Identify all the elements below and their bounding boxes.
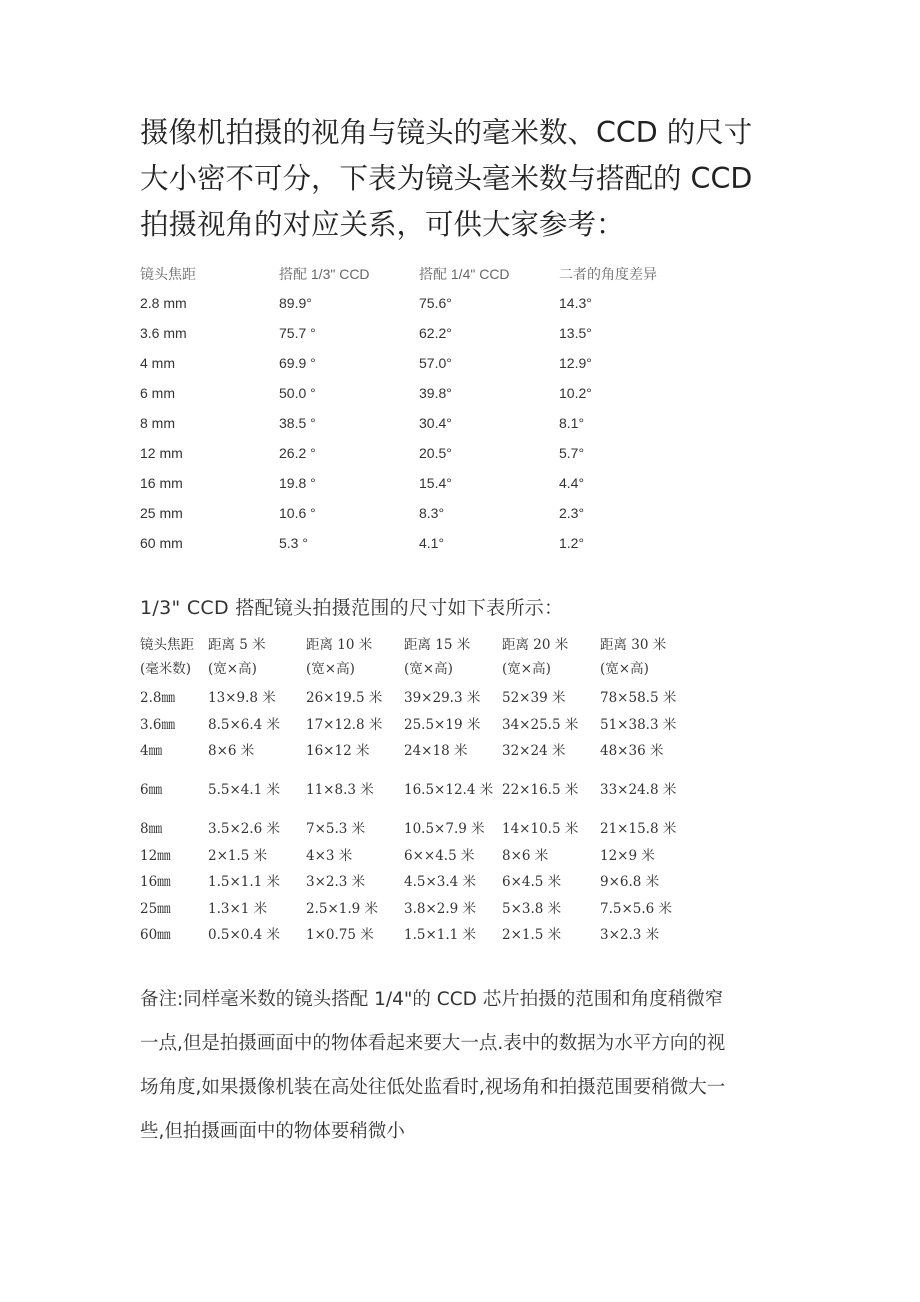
table-cell: 22×16.5 米 bbox=[502, 782, 579, 799]
column-header bbox=[140, 633, 208, 685]
table-cell: 7×5.3 米 bbox=[306, 821, 366, 838]
table-cell: 19.8 ° bbox=[279, 475, 316, 491]
table-cell: 5.5×4.1 米 bbox=[208, 782, 281, 799]
table-cell: 60㎜ bbox=[140, 926, 171, 943]
header-line: 距离 20 米 bbox=[502, 637, 569, 653]
table-cell: 60 mm bbox=[140, 535, 183, 551]
table-cell: 6 mm bbox=[140, 385, 175, 401]
table-row bbox=[140, 468, 699, 498]
table-cell: 8㎜ bbox=[140, 821, 163, 838]
table-cell: 3.8×2.9 米 bbox=[404, 900, 477, 917]
header-line: 距离 15 米 bbox=[404, 637, 471, 653]
header-line: 镜头焦距 bbox=[140, 637, 194, 653]
table-cell: 4.5×3.4 米 bbox=[404, 874, 477, 891]
table-cell: 33×24.8 米 bbox=[600, 782, 677, 799]
table-row bbox=[140, 843, 698, 869]
table-row bbox=[140, 528, 699, 558]
column-header: 搭配 1/3" CCD bbox=[279, 266, 370, 282]
header-line: (宽×高) bbox=[600, 661, 649, 677]
intro-heading: 摄像机拍摄的视角与镜头的毫米数、CCD 的尺寸大小密不可分，下表为镜头毫米数与搭配的 CCD 拍摄视角的对应关系，可供大家参考： bbox=[140, 116, 753, 241]
table-cell: 2.5×1.9 米 bbox=[306, 900, 379, 917]
column-header: 镜头焦距 bbox=[140, 267, 196, 283]
table-cell: 75.6° bbox=[419, 295, 452, 311]
column-header bbox=[306, 633, 404, 685]
table-cell: 1.2° bbox=[559, 535, 585, 551]
remark-paragraph: 备注:同样毫米数的镜头搭配 1/4"的 CCD 芯片拍摄的范围和角度稍微窄一点,但是拍摄画面中的物体看起来要大一点.表中的数据为水平方向的视场角度,如果摄像机装在高处往低处监看时,视场角和拍摄范围要稍微大一些,但拍摄画面中的物体要稍微小 bbox=[140, 989, 726, 1142]
header-line: (宽×高) bbox=[208, 661, 257, 677]
table-row bbox=[140, 816, 698, 842]
table-cell: 13×9.8 米 bbox=[208, 690, 276, 707]
table-cell: 10.5×7.9 米 bbox=[404, 821, 485, 838]
table-cell: 26.2 ° bbox=[279, 445, 316, 461]
table-cell: 3.6 mm bbox=[140, 325, 187, 341]
header-line: 距离 30 米 bbox=[600, 637, 667, 653]
table-cell: 12.9° bbox=[559, 355, 592, 371]
table-cell: 6×4.5 米 bbox=[502, 874, 562, 891]
table-cell: 5.7° bbox=[559, 445, 585, 461]
table-cell: 0.5×0.4 米 bbox=[208, 926, 281, 943]
table-cell: 12×9 米 bbox=[600, 847, 655, 864]
table-cell: 4.4° bbox=[559, 475, 585, 491]
table-cell: 4×3 米 bbox=[306, 847, 353, 864]
table-row bbox=[140, 288, 699, 318]
table-cell: 4.1° bbox=[419, 535, 445, 551]
table-cell: 2.3° bbox=[559, 505, 585, 521]
table-cell: 5.3 ° bbox=[279, 535, 308, 551]
table-cell: 1.5×1.1 米 bbox=[404, 926, 477, 943]
table-cell: 48×36 米 bbox=[600, 742, 664, 759]
table-cell: 10.2° bbox=[559, 385, 592, 401]
table-cell: 16㎜ bbox=[140, 874, 171, 891]
table-cell: 32×24 米 bbox=[502, 742, 566, 759]
table-cell: 13.5° bbox=[559, 325, 592, 341]
table-cell: 5×3.8 米 bbox=[502, 900, 562, 917]
table-cell: 6××4.5 米 bbox=[404, 847, 475, 864]
table-cell: 8.5×6.4 米 bbox=[208, 716, 281, 733]
table-cell: 8×6 米 bbox=[502, 847, 549, 864]
table-row bbox=[140, 318, 699, 348]
column-header: 二者的角度差异 bbox=[559, 267, 657, 283]
table-cell: 2.8 mm bbox=[140, 295, 187, 311]
header-line: (宽×高) bbox=[404, 661, 453, 677]
table-cell: 6㎜ bbox=[140, 782, 163, 799]
table-cell: 50.0 ° bbox=[279, 385, 316, 401]
table-cell: 3×2.3 米 bbox=[306, 874, 366, 891]
table-cell: 25.5×19 米 bbox=[404, 716, 481, 733]
lens-angle-table bbox=[140, 260, 699, 558]
table-cell: 34×25.5 米 bbox=[502, 716, 579, 733]
table-cell: 39×29.3 米 bbox=[404, 690, 481, 707]
table-cell: 14.3° bbox=[559, 295, 592, 311]
header-line: (宽×高) bbox=[306, 661, 355, 677]
shooting-range-table bbox=[140, 633, 698, 948]
table-cell: 1×0.75 米 bbox=[306, 926, 374, 943]
table-cell: 12 mm bbox=[140, 445, 183, 461]
table-cell: 8.1° bbox=[559, 415, 585, 431]
table-cell: 9×6.8 米 bbox=[600, 874, 660, 891]
table-cell: 16 mm bbox=[140, 475, 183, 491]
table-cell: 3×2.3 米 bbox=[600, 926, 660, 943]
table-cell: 15.4° bbox=[419, 475, 452, 491]
table-cell: 30.4° bbox=[419, 415, 452, 431]
table-cell: 78×58.5 米 bbox=[600, 690, 677, 707]
table-cell: 10.6 ° bbox=[279, 505, 316, 521]
range-table-heading: 1/3" CCD 搭配镜头拍摄范围的尺寸如下表所示： bbox=[140, 597, 564, 619]
table-cell: 3.5×2.6 米 bbox=[208, 821, 281, 838]
header-line: 距离 5 米 bbox=[208, 637, 266, 653]
table-row bbox=[140, 438, 699, 468]
column-header bbox=[502, 633, 600, 685]
table-cell: 38.5 ° bbox=[279, 415, 316, 431]
table-cell: 21×15.8 米 bbox=[600, 821, 677, 838]
table-row bbox=[140, 922, 698, 948]
table-header-row bbox=[140, 633, 698, 685]
table-cell: 7.5×5.6 米 bbox=[600, 900, 673, 917]
table-cell: 51×38.3 米 bbox=[600, 716, 677, 733]
column-header: 搭配 1/4" CCD bbox=[419, 266, 510, 282]
table-cell: 1.5×1.1 米 bbox=[208, 874, 281, 891]
table-cell: 89.9° bbox=[279, 295, 312, 311]
table-cell: 2×1.5 米 bbox=[502, 926, 562, 943]
table-cell: 14×10.5 米 bbox=[502, 821, 579, 838]
table-cell: 1.3×1 米 bbox=[208, 900, 268, 917]
table-cell: 25 mm bbox=[140, 505, 183, 521]
table-row bbox=[140, 764, 698, 816]
column-header bbox=[208, 633, 306, 685]
table-cell: 8 mm bbox=[140, 415, 175, 431]
table-cell: 16×12 米 bbox=[306, 742, 370, 759]
table-row bbox=[140, 685, 698, 711]
table-cell: 20.5° bbox=[419, 445, 452, 461]
table-cell: 16.5×12.4 米 bbox=[404, 782, 494, 799]
header-line: (毫米数) bbox=[140, 661, 192, 677]
header-line: 距离 10 米 bbox=[306, 637, 373, 653]
table-row bbox=[140, 378, 699, 408]
table-cell: 52×39 米 bbox=[502, 690, 566, 707]
table-cell: 4㎜ bbox=[140, 742, 163, 759]
table-cell: 17×12.8 米 bbox=[306, 716, 383, 733]
table-cell: 39.8° bbox=[419, 385, 452, 401]
table-row bbox=[140, 738, 698, 764]
table-row bbox=[140, 498, 699, 528]
table-row bbox=[140, 711, 698, 737]
table-cell: 11×8.3 米 bbox=[306, 782, 374, 799]
column-header bbox=[600, 633, 698, 685]
table-cell: 3.6㎜ bbox=[140, 716, 175, 733]
table-cell: 75.7 ° bbox=[279, 325, 316, 341]
table-cell: 8×6 米 bbox=[208, 742, 255, 759]
table-row bbox=[140, 408, 699, 438]
table-cell: 8.3° bbox=[419, 505, 445, 521]
header-line: (宽×高) bbox=[502, 661, 551, 677]
table-cell: 2.8㎜ bbox=[140, 690, 175, 707]
table-row bbox=[140, 348, 699, 378]
table-cell: 26×19.5 米 bbox=[306, 690, 383, 707]
table-row bbox=[140, 869, 698, 895]
table-header-row bbox=[140, 260, 699, 288]
column-header bbox=[404, 633, 502, 685]
table-cell: 4 mm bbox=[140, 355, 175, 371]
table-cell: 62.2° bbox=[419, 325, 452, 341]
table-cell: 2×1.5 米 bbox=[208, 847, 268, 864]
table-cell: 69.9 ° bbox=[279, 355, 316, 371]
table-cell: 25㎜ bbox=[140, 900, 171, 917]
table-cell: 57.0° bbox=[419, 355, 452, 371]
table-row bbox=[140, 895, 698, 921]
table-cell: 12㎜ bbox=[140, 847, 171, 864]
table-cell: 24×18 米 bbox=[404, 742, 468, 759]
